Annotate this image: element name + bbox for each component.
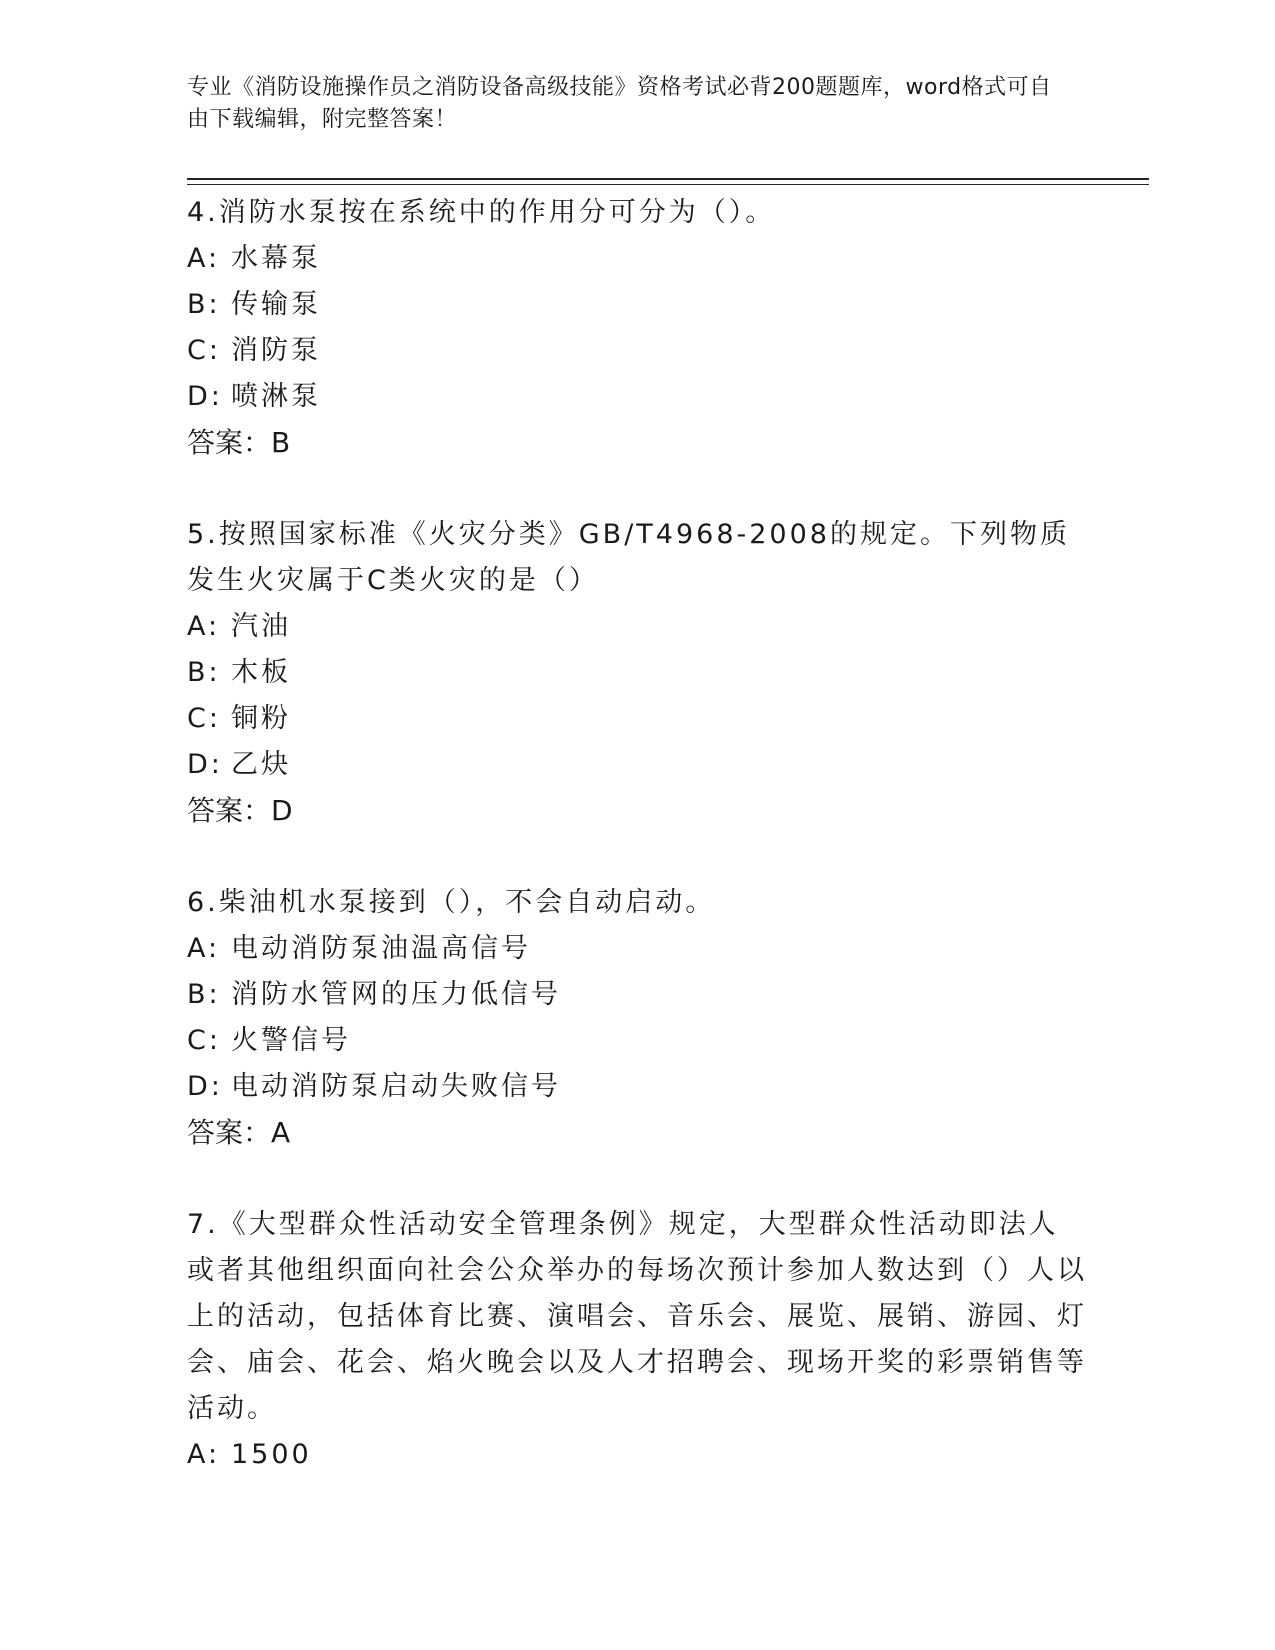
option-text: 消防泵 [231,335,321,366]
option-b [187,972,1087,1018]
option-text: 消防水管网的压力低信号 [231,979,561,1010]
option-letter: B: [187,289,221,320]
option-letter: A: [187,243,221,274]
option-text: 火警信号 [231,1025,351,1056]
header-divider-top [187,178,1149,180]
option-d [187,742,1087,788]
option-text: 水幕泵 [231,243,321,274]
option-letter: B: [187,979,221,1010]
option-letter: C: [187,703,221,734]
answer-line: 答案：D [187,794,293,827]
question-7 [187,1202,1087,1478]
option-c [187,1018,1087,1064]
question-5 [187,512,1087,834]
option-letter: A: [187,1439,221,1470]
option-c [187,696,1087,742]
option-b [187,282,1087,328]
answer-line: 答案：A [187,1116,291,1149]
option-text: 1500 [231,1439,312,1470]
option-letter: A: [187,611,221,642]
option-letter: C: [187,335,221,366]
header-divider-bottom [187,184,1149,185]
option-letter: B: [187,657,221,688]
option-text: 乙炔 [231,749,291,780]
option-letter: A: [187,933,221,964]
option-a [187,1432,1087,1478]
option-text: 汽油 [231,611,291,642]
question-stem: 7.《大型群众性活动安全管理条例》规定，大型群众性活动即法人或者其他组织面向社会公众举办的每场次预计参加人数达到（）人以上的活动，包括体育比赛、演唱会、音乐会、展览、展销、游园、灯会、庙会、花会、焰火晚会以及人才招聘会、现场开奖的彩票销售等活动。 [187,1209,1087,1424]
question-list [187,190,1087,1524]
option-letter: C: [187,1025,221,1056]
question-4 [187,190,1087,466]
option-letter: D: [187,1071,223,1102]
option-d [187,374,1087,420]
option-c [187,328,1087,374]
option-text: 电动消防泵油温高信号 [231,933,531,964]
document-header: 专业《消防设施操作员之消防设备高级技能》资格考试必背200题题库，word格式可自由下载编辑，附完整答案！ [187,75,1052,132]
question-6 [187,880,1087,1156]
option-text: 木板 [231,657,291,688]
option-letter: D: [187,749,223,780]
question-stem: 5.按照国家标准《火灾分类》GB/T4968-2008的规定。下列物质发生火灾属于C类火灾的是（） [187,519,1070,596]
option-a [187,236,1087,282]
question-stem: 6.柴油机水泵接到（），不会自动启动。 [187,887,716,918]
option-b [187,650,1087,696]
option-a [187,926,1087,972]
answer-line: 答案：B [187,426,291,459]
option-text: 传输泵 [231,289,321,320]
option-a [187,604,1087,650]
option-d [187,1064,1087,1110]
option-text: 铜粉 [231,703,291,734]
option-text: 喷淋泵 [231,381,321,412]
option-text: 电动消防泵启动失败信号 [231,1071,561,1102]
question-stem: 4.消防水泵按在系统中的作用分可分为（）。 [187,197,776,228]
option-letter: D: [187,381,223,412]
